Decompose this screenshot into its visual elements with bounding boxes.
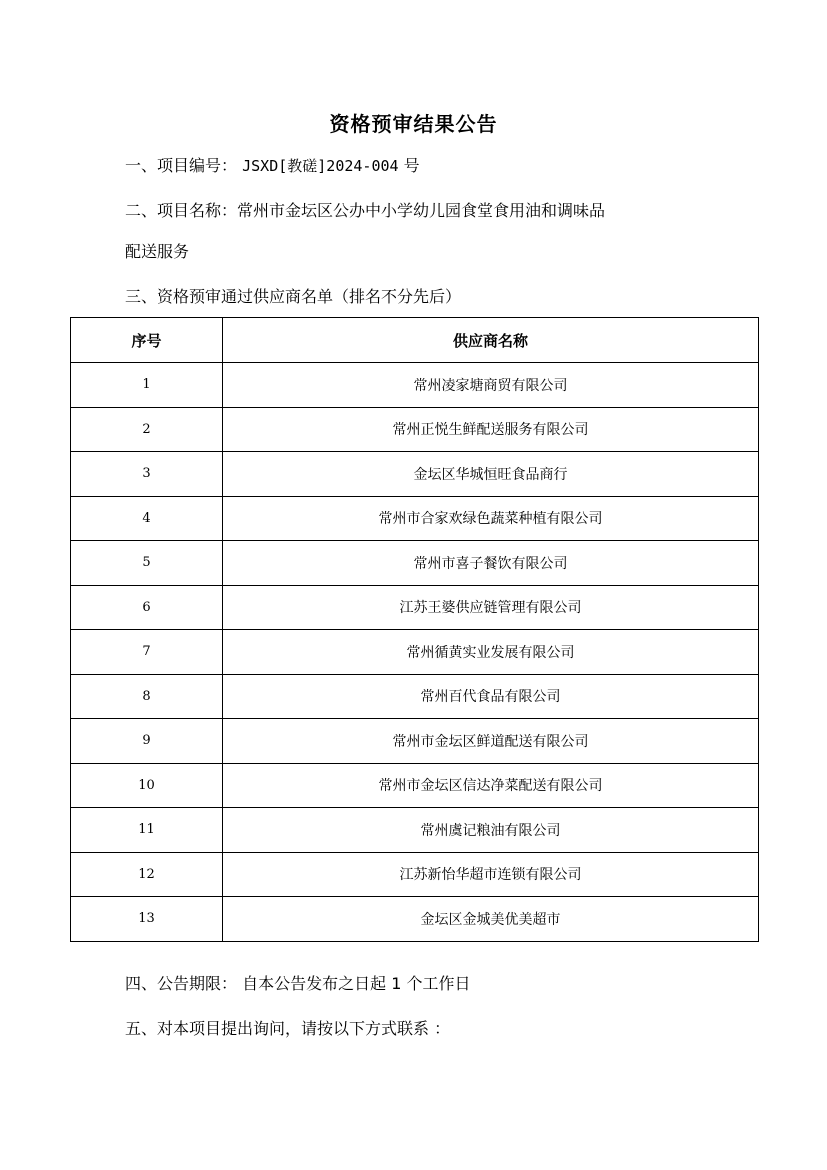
row-number: 3 <box>71 452 223 497</box>
project-name-label: 二、项目名称： <box>125 201 238 220</box>
table-row <box>71 763 759 808</box>
project-name-line <box>125 199 605 223</box>
supplier-name: 金坛区金城美优美超市 <box>223 897 759 942</box>
table-row <box>71 897 759 942</box>
row-number: 6 <box>71 585 223 630</box>
row-number: 9 <box>71 719 223 764</box>
table-row <box>71 496 759 541</box>
table-row <box>71 719 759 764</box>
notice-period-label: 四、公告期限： <box>125 974 238 993</box>
table-row <box>71 452 759 497</box>
table-row <box>71 852 759 897</box>
table-row <box>71 808 759 853</box>
page-title: 资格预审结果公告 <box>329 112 498 136</box>
row-number: 2 <box>71 407 223 452</box>
row-number: 8 <box>71 674 223 719</box>
row-number: 10 <box>71 763 223 808</box>
column-header-number: 序号 <box>71 318 223 363</box>
project-name-value: 常州市金坛区公办中小学幼儿园食堂食用油和调味品 <box>237 201 606 220</box>
table-row <box>71 630 759 675</box>
row-number: 5 <box>71 541 223 586</box>
table-row <box>71 407 759 452</box>
supplier-table <box>70 317 759 942</box>
row-number: 11 <box>71 808 223 853</box>
table-row <box>71 363 759 408</box>
supplier-name: 常州市金坛区信达净菜配送有限公司 <box>223 763 759 808</box>
row-number: 1 <box>71 363 223 408</box>
table-header-row <box>71 318 759 363</box>
project-number-value: JSXD[教磋]2024-004 <box>242 157 399 175</box>
supplier-list-heading: 三、资格预审通过供应商名单（排名不分先后） <box>125 287 462 306</box>
supplier-name: 常州市金坛区鲜道配送有限公司 <box>223 719 759 764</box>
supplier-name: 常州循黄实业发展有限公司 <box>223 630 759 675</box>
project-name-continuation: 配送服务 <box>125 242 190 261</box>
row-number: 4 <box>71 496 223 541</box>
supplier-name: 常州虞记粮油有限公司 <box>223 808 759 853</box>
supplier-name: 常州正悦生鲜配送服务有限公司 <box>223 407 759 452</box>
supplier-name: 江苏新怡华超市连锁有限公司 <box>223 852 759 897</box>
supplier-name: 常州市合家欢绿色蔬菜种植有限公司 <box>223 496 759 541</box>
row-number: 13 <box>71 897 223 942</box>
table-row <box>71 674 759 719</box>
supplier-name: 常州凌家塘商贸有限公司 <box>223 363 759 408</box>
table-row <box>71 585 759 630</box>
table-row <box>71 541 759 586</box>
column-header-supplier-name: 供应商名称 <box>223 318 759 363</box>
supplier-name: 常州百代食品有限公司 <box>223 674 759 719</box>
project-number-suffix: 号 <box>403 156 420 175</box>
row-number: 12 <box>71 852 223 897</box>
supplier-name: 江苏王婆供应链管理有限公司 <box>223 585 759 630</box>
notice-period-value: 自本公告发布之日起 1 个工作日 <box>242 974 471 993</box>
supplier-name: 常州市喜子餐饮有限公司 <box>223 541 759 586</box>
contact-inquiry-line: 五、对本项目提出询问，请按以下方式联系 ： <box>125 1019 451 1038</box>
project-number-line <box>125 154 420 178</box>
project-number-label: 一、项目编号： <box>125 156 238 175</box>
notice-period-line <box>125 972 470 996</box>
supplier-name: 金坛区华城恒旺食品商行 <box>223 452 759 497</box>
row-number: 7 <box>71 630 223 675</box>
